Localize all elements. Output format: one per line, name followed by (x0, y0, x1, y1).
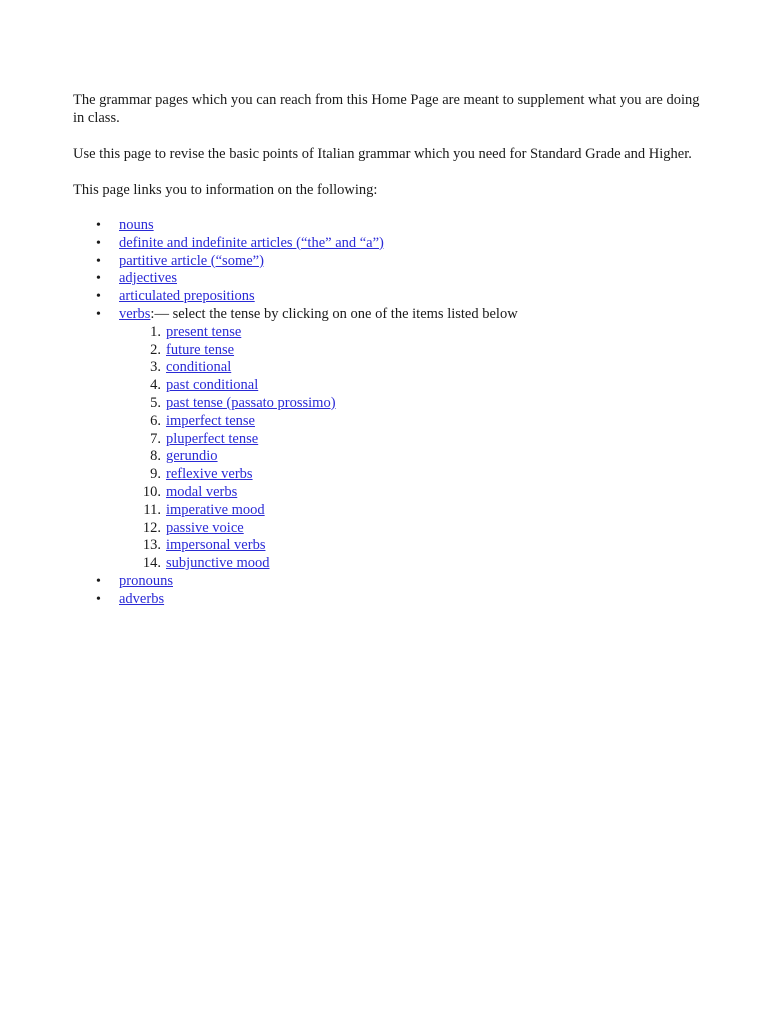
tense-item (119, 377, 703, 395)
link-reflexive-verbs[interactable]: reflexive verbs (166, 466, 253, 483)
link-subjunctive-mood[interactable]: subjunctive mood (166, 555, 270, 572)
link-adjectives[interactable]: adjectives (119, 270, 177, 287)
tense-item (119, 502, 703, 520)
bullet-icon: • (96, 253, 101, 269)
tense-number: 7. (150, 430, 161, 447)
bullet-icon: • (96, 306, 101, 322)
link-nouns[interactable]: nouns (119, 217, 154, 233)
link-present-tense[interactable]: present tense (166, 323, 242, 340)
bullet-icon: • (96, 573, 101, 589)
bullet-icon: • (96, 235, 101, 251)
page-content (73, 91, 703, 609)
link-conditional[interactable]: conditional (166, 359, 232, 376)
link-past-conditional[interactable]: past conditional (166, 377, 259, 394)
tense-item (119, 431, 703, 449)
link-prepositions[interactable]: articulated prepositions (119, 288, 255, 305)
intro-paragraph-1: The grammar pages which you can reach from this Home Page are meant to supplement what you are doing in class. (73, 92, 700, 126)
link-future-tense[interactable]: future tense (166, 341, 235, 358)
bullet-icon: • (96, 218, 101, 233)
list-item-partitive (73, 253, 703, 271)
verbs-instruction: :— select the tense by clicking on one of the items listed below (150, 305, 518, 322)
link-verbs[interactable]: verbs (119, 305, 151, 322)
tense-number: 13. (142, 537, 161, 554)
list-item-nouns (73, 217, 703, 235)
tense-item (119, 359, 703, 377)
list-item-verbs (73, 306, 703, 573)
tense-item (119, 537, 703, 555)
tense-item (119, 466, 703, 484)
tense-number: 14. (142, 555, 161, 572)
topics-list (73, 217, 703, 609)
intro-paragraph-3: This page links you to information on the following: (73, 182, 378, 198)
list-item-articles (73, 235, 703, 253)
tense-item (119, 484, 703, 502)
tense-number: 3. (150, 359, 161, 376)
tense-item (119, 520, 703, 538)
tense-item (119, 413, 703, 431)
link-past-tense[interactable]: past tense (passato prossimo) (166, 394, 336, 411)
tense-list (119, 324, 703, 573)
link-partitive[interactable]: partitive article (“some”) (119, 252, 264, 269)
bullet-icon: • (96, 271, 101, 287)
tense-item (119, 342, 703, 360)
tense-number: 11. (143, 501, 161, 518)
list-item-pronouns (73, 573, 703, 591)
tense-item (119, 395, 703, 413)
list-item-adjectives (73, 270, 703, 288)
tense-number: 8. (150, 448, 161, 465)
tense-item (119, 448, 703, 466)
tense-number: 5. (150, 394, 161, 411)
link-pronouns[interactable]: pronouns (119, 572, 173, 589)
list-item-adverbs (73, 591, 703, 609)
link-pluperfect-tense[interactable]: pluperfect tense (166, 430, 259, 447)
tense-number: 12. (142, 519, 161, 536)
tense-item (119, 324, 703, 342)
tense-number: 6. (150, 412, 161, 429)
tense-number: 9. (150, 466, 161, 483)
tense-number: 4. (150, 377, 161, 394)
link-impersonal-verbs[interactable]: impersonal verbs (166, 537, 266, 554)
bullet-icon: • (96, 591, 101, 607)
tense-number: 10. (142, 483, 161, 500)
bullet-icon: • (96, 289, 101, 305)
link-imperative-mood[interactable]: imperative mood (166, 501, 265, 518)
tense-item (119, 555, 703, 573)
link-modal-verbs[interactable]: modal verbs (166, 483, 238, 500)
link-gerundio[interactable]: gerundio (166, 448, 218, 465)
link-imperfect-tense[interactable]: imperfect tense (166, 412, 255, 429)
intro-paragraph-2: Use this page to revise the basic points of Italian grammar which you need for Standard Grade and Higher. (73, 146, 692, 162)
link-articles[interactable]: definite and indefinite articles (“the” and “a”) (119, 234, 384, 251)
link-adverbs[interactable]: adverbs (119, 590, 165, 607)
tense-number: 1. (150, 323, 161, 340)
list-item-prepositions (73, 288, 703, 306)
tense-number: 2. (150, 341, 161, 358)
link-passive-voice[interactable]: passive voice (166, 519, 244, 536)
